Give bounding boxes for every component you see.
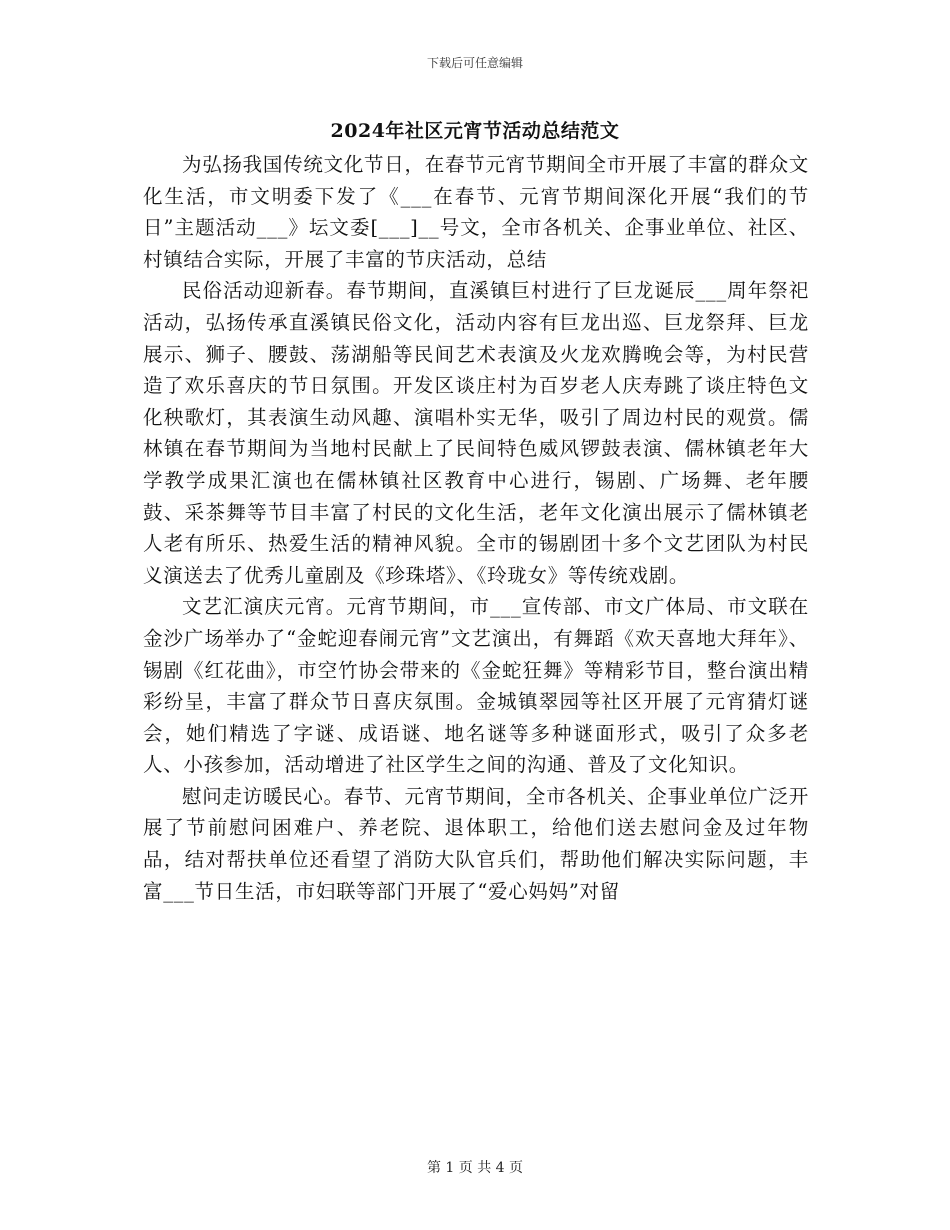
document-body xyxy=(143,149,809,907)
page-number-footer: 第 1 页 共 4 页 xyxy=(426,1160,524,1176)
paragraph-folk-activities: 民俗活动迎新春。春节期间，直溪镇巨村进行了巨龙诞辰___周年祭祀活动，弘扬传承直溪镇民俗文化，活动内容有巨龙出巡、巨龙祭拜、巨龙展示、狮子、腰鼓、荡湖船等民间艺术表演及火龙欢腾晚会等，为村民营造了欢乐喜庆的节日氛围。开发区谈庄村为百岁老人庆寿跳了谈庄特色文化秧歌灯，其表演生动风趣、演唱朴实无华，吸引了周边村民的观赏。儒林镇在春节期间为当地村民献上了民间特色威风锣鼓表演、儒林镇老年大学教学成果汇演也在儒林镇社区教育中心进行，锡剧、广场舞、老年腰鼓、采茶舞等节目丰富了村民的文化生活，老年文化演出展示了儒林镇老人老有所乐、热爱生活的精神风貌。全市的锡剧团十多个文艺团队为村民义演送去了优秀儿童剧及《珍珠塔》、《玲珑女》等传统戏剧。 xyxy=(143,279,809,587)
paragraph-intro: 为弘扬我国传统文化节日，在春节元宵节期间全市开展了丰富的群众文化生活，市文明委下发了《___在春节、元宵节期间深化开展“我们的节日”主题活动___》坛文委[___]__号文，全市各机关、企事业单位、社区、村镇结合实际，开展了丰富的节庆活动，总结 xyxy=(143,153,809,271)
paragraph-lantern-performance: 文艺汇演庆元宵。元宵节期间，市___宣传部、市文广体局、市文联在金沙广场举办了“金蛇迎春闹元宵”文艺演出，有舞蹈《欢天喜地大拜年》、锡剧《红花曲》，市空竹协会带来的《金蛇狂舞》等精彩节目，整台演出精彩纷呈，丰富了群众节日喜庆氛围。金城镇翠园等社区开展了元宵猜灯谜会，她们精选了字谜、成语谜、地名谜等多种谜面形式，吸引了众多老人、小孩参加，活动增进了社区学生之间的沟通、普及了文化知识。 xyxy=(143,595,809,777)
page-header-note: 下载后可任意编辑 xyxy=(426,56,523,70)
document-title: 2024年社区元宵节活动总结范文 xyxy=(330,120,620,142)
paragraph-visits: 慰问走访暖民心。春节、元宵节期间，全市各机关、企事业单位广泛开展了节前慰问困难户、养老院、退体职工，给他们送去慰问金及过年物品，结对帮扶单位还看望了消防大队官兵们，帮助他们解决实际问题，丰富___节日生活，市妇联等部门开展了“爱心妈妈”对留 xyxy=(143,784,809,903)
